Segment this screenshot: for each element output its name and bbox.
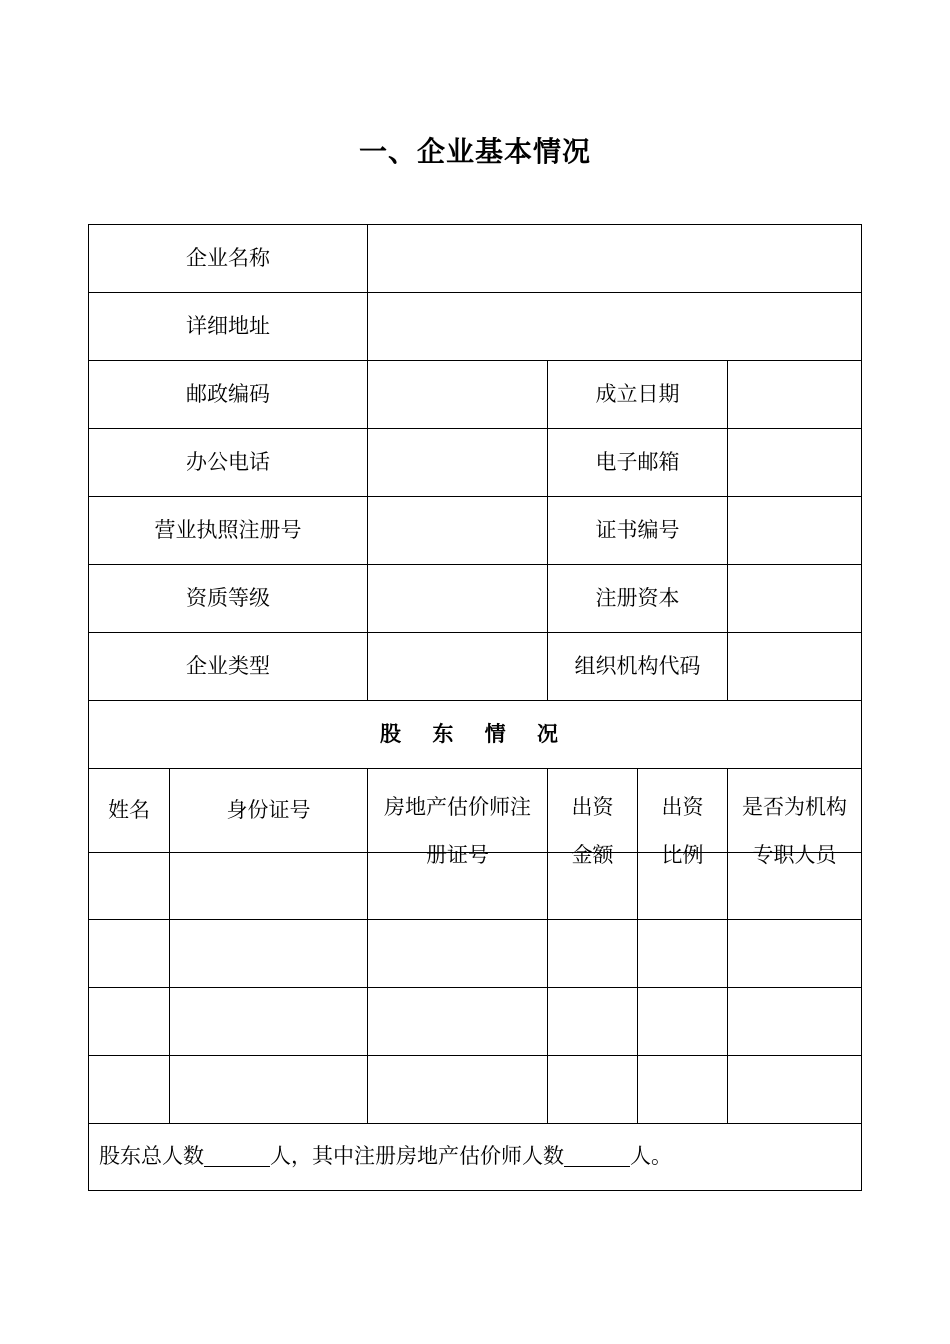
shareholders-summary (89, 1124, 862, 1191)
value-established-date[interactable] (728, 361, 862, 429)
label-registered-capital: 注册资本 (548, 565, 728, 633)
shareholder-row-2-full-time[interactable] (728, 920, 862, 988)
value-address[interactable] (368, 293, 862, 361)
col-header-full-time: 是否为机构专职人员 (728, 769, 862, 853)
label-address: 详细地址 (89, 293, 368, 361)
page-title: 一、企业基本情况 (358, 135, 591, 168)
value-certificate-no[interactable] (728, 497, 862, 565)
shareholder-row-2-capital-amount[interactable] (548, 920, 638, 988)
shareholder-row-1-capital-amount[interactable] (548, 853, 638, 920)
value-company-type[interactable] (368, 633, 548, 701)
shareholder-row-2-id-no[interactable] (170, 920, 368, 988)
shareholder-row-4-capital-ratio[interactable] (638, 1056, 728, 1124)
shareholder-row-1-full-time[interactable] (728, 853, 862, 920)
col-header-appraiser-reg-no: 房地产估价师注册证号 (368, 769, 548, 853)
label-org-code: 组织机构代码 (548, 633, 728, 701)
shareholder-row-4-name[interactable] (89, 1056, 170, 1124)
shareholder-row-2-capital-ratio[interactable] (638, 920, 728, 988)
summary-total-label: 股东总人数 (99, 1144, 204, 1169)
value-office-phone[interactable] (368, 429, 548, 497)
label-company-name: 企业名称 (89, 225, 368, 293)
shareholder-row-3-appraiser-reg-no[interactable] (368, 988, 548, 1056)
shareholder-row-2-name[interactable] (89, 920, 170, 988)
appraiser-count-blank[interactable] (564, 1148, 630, 1167)
total-shareholders-blank[interactable] (204, 1148, 270, 1167)
shareholder-row-3-name[interactable] (89, 988, 170, 1056)
label-email: 电子邮箱 (548, 429, 728, 497)
value-qualification-level[interactable] (368, 565, 548, 633)
col-header-id-no: 身份证号 (170, 769, 368, 853)
col-header-capital-ratio: 出资比例 (638, 769, 728, 853)
shareholder-row-1-capital-ratio[interactable] (638, 853, 728, 920)
shareholder-row-4-capital-amount[interactable] (548, 1056, 638, 1124)
shareholder-row-1-name[interactable] (89, 853, 170, 920)
value-business-license-no[interactable] (368, 497, 548, 565)
label-certificate-no: 证书编号 (548, 497, 728, 565)
summary-appraiser-label: 人，其中注册房地产估价师人数 (270, 1144, 564, 1169)
label-postal-code: 邮政编码 (89, 361, 368, 429)
col-header-name: 姓名 (89, 769, 170, 853)
label-company-type: 企业类型 (89, 633, 368, 701)
shareholder-row-4-full-time[interactable] (728, 1056, 862, 1124)
value-company-name[interactable] (368, 225, 862, 293)
value-registered-capital[interactable] (728, 565, 862, 633)
shareholder-row-2-appraiser-reg-no[interactable] (368, 920, 548, 988)
shareholder-row-3-capital-amount[interactable] (548, 988, 638, 1056)
shareholder-row-3-id-no[interactable] (170, 988, 368, 1056)
label-office-phone: 办公电话 (89, 429, 368, 497)
shareholder-row-3-capital-ratio[interactable] (638, 988, 728, 1056)
shareholder-row-4-appraiser-reg-no[interactable] (368, 1056, 548, 1124)
shareholder-row-1-id-no[interactable] (170, 853, 368, 920)
shareholder-row-3-full-time[interactable] (728, 988, 862, 1056)
value-postal-code[interactable] (368, 361, 548, 429)
col-header-capital-amount: 出资金额 (548, 769, 638, 853)
summary-end-label: 人。 (630, 1144, 672, 1169)
shareholder-row-1-appraiser-reg-no[interactable] (368, 853, 548, 920)
shareholders-heading: 股 东 情 况 (89, 701, 862, 769)
label-established-date: 成立日期 (548, 361, 728, 429)
label-business-license-no: 营业执照注册号 (89, 497, 368, 565)
enterprise-info-table (88, 224, 862, 1191)
shareholder-row-4-id-no[interactable] (170, 1056, 368, 1124)
label-qualification-level: 资质等级 (89, 565, 368, 633)
value-email[interactable] (728, 429, 862, 497)
value-org-code[interactable] (728, 633, 862, 701)
